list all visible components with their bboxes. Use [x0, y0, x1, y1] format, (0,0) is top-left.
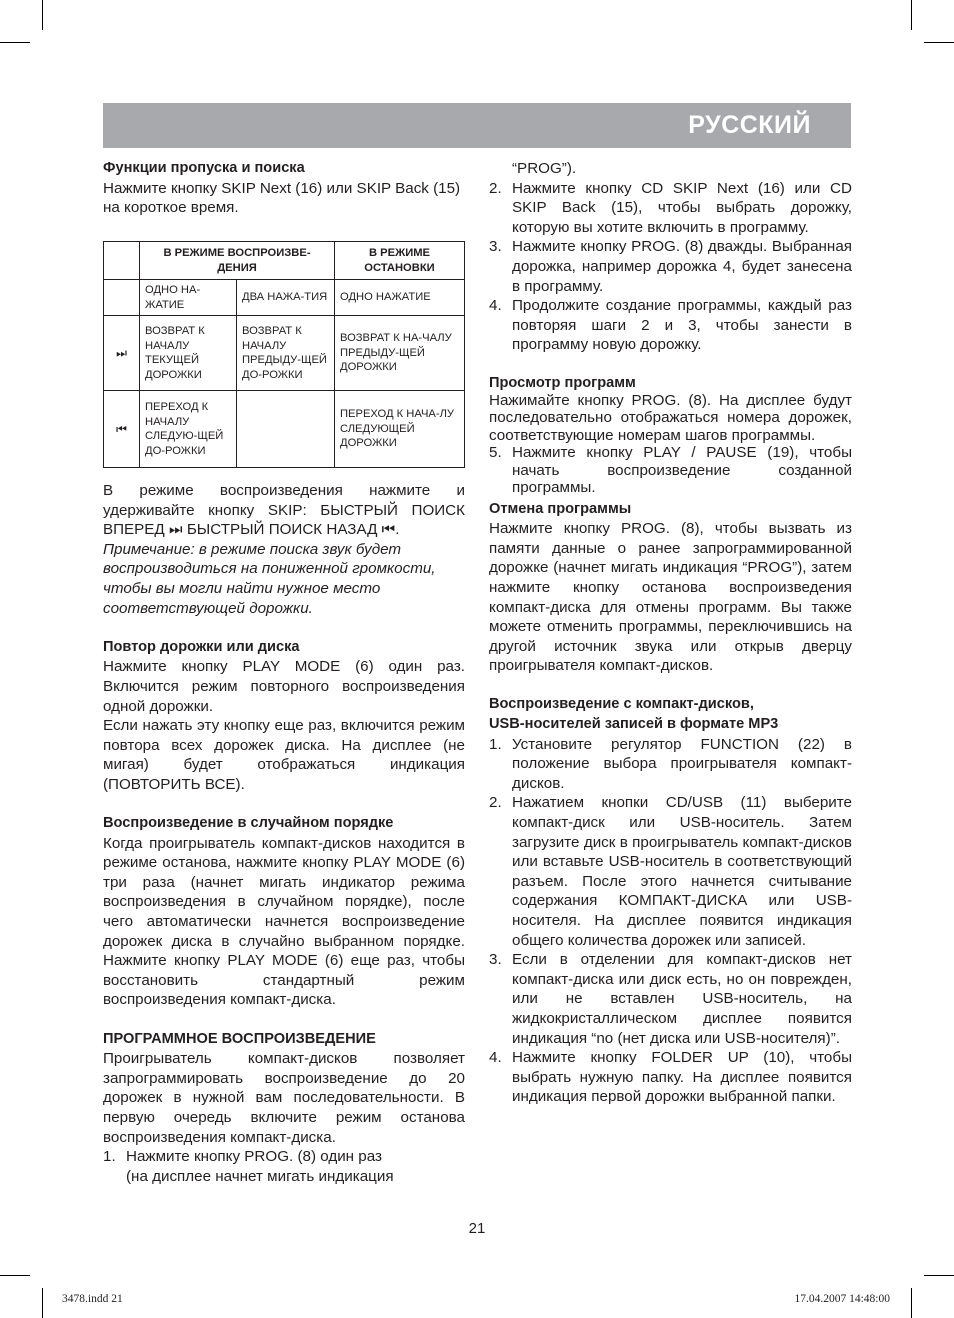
- list-text: Продолжите создание программы, каждый раз повторяя шаги 2 и 3, чтобы занести в программу новую дорожку.: [512, 297, 852, 354]
- table-cell: ВОЗВРАТ К НАЧАЛУ ТЕКУЩЕЙ ДОРОЖКИ: [140, 316, 237, 391]
- repeat-section-title: Повтор дорожки или диска: [103, 638, 300, 655]
- program-text: Проигрыватель компакт-дисков позволяет запрограммировать воспроизведение до 20 дорожек в нужной вам последовательности. В первую очередь включите режим останова воспроизведения компакт-диска.: [103, 1050, 465, 1146]
- table-head-stop: В РЕЖИМЕ ОСТАНОВКИ: [335, 242, 465, 280]
- skip-functions-table: [103, 241, 465, 468]
- crop-mark: [0, 1275, 30, 1276]
- list-item: [489, 735, 852, 794]
- crop-mark: [42, 1288, 43, 1318]
- table-cell: ПЕРЕХОД К НАЧА-ЛУ СЛЕДУЮЩЕЙ ДОРОЖКИ: [335, 391, 465, 468]
- list-number: 2.: [489, 179, 502, 197]
- review-text: Нажимайте кнопку PROG. (8). На дисплее будут последовательно отображаться номера дорожек, соответствующие номерам шагов программы.: [489, 391, 852, 444]
- list-text: Нажмите кнопку PROG. (8) дважды. Выбранная дорожка, например дорожка 4, будет занесена в программу.: [512, 238, 852, 295]
- crop-mark: [924, 42, 954, 43]
- crop-mark: [924, 1275, 954, 1276]
- cancel-text: Нажмите кнопку PROG. (8), чтобы вызвать из памяти данные о ранее запрограммированной дорожке (начнет мигать индикация “PROG”), затем нажмите кнопку останова воспроизведения компакт-диска для отмены программ. Вы также можете отменить программы, переключившись на другой источник звука или открыв дверцу проигрывателя компакт-дисков.: [489, 520, 852, 675]
- list-number: 5.: [489, 444, 502, 462]
- repeat-text-1: Нажмите кнопку PLAY MODE (6) один раз. Включится режим повторного воспроизведения одной дорожки.: [103, 658, 465, 715]
- list-item: [489, 444, 852, 497]
- list-item: [489, 1048, 852, 1107]
- mp3-section-title-1: Воспроизведение с компакт-дисков,: [489, 696, 754, 713]
- table-sub-once: ОДНО НА-ЖАТИЕ: [140, 280, 237, 316]
- date-slug: 17.04.2007 14:48:00: [794, 1293, 890, 1305]
- list-number: 4.: [489, 1049, 502, 1067]
- list-number: 1.: [489, 735, 502, 753]
- list-text: Установите регулятор FUNCTION (22) в положение выбора проигрывателя компакт-дисков.: [512, 735, 852, 792]
- skip-next-icon: ⏭: [104, 316, 140, 391]
- list-text: Если в отделении для компакт-дисков нет компакт-диска или диск есть, но он поврежден, или не вставлен USB-носитель, на жидкокристаллическом дисплее появится индикация “no (нет диска или USB-носителя)”.: [512, 951, 852, 1047]
- table-corner-cell: [104, 242, 140, 280]
- list-number: 1.: [103, 1148, 116, 1166]
- list-number: 4.: [489, 297, 502, 315]
- crop-mark: [911, 0, 912, 30]
- skip-back-icon: ⏮: [104, 391, 140, 468]
- list-item: [103, 1147, 465, 1167]
- table-sub-stop-once: ОДНО НАЖАТИЕ: [335, 280, 465, 316]
- list-text: Нажмите кнопку PLAY / PAUSE (19), чтобы начать воспроизведение созданной программы.: [512, 444, 852, 497]
- review-section-title: Просмотр программ: [489, 374, 636, 391]
- language-title: РУССКИЙ: [688, 111, 811, 139]
- page-number: 21: [468, 1220, 486, 1237]
- list-item: [489, 793, 852, 950]
- table-cell: ВОЗВРАТ К НА-ЧАЛУ ПРЕДЫДУ-ЩЕЙ ДОРОЖКИ: [335, 316, 465, 391]
- crop-mark: [42, 0, 43, 30]
- table-cell: ВОЗВРАТ К НАЧАЛУ ПРЕДЫДУ-ЩЕЙ ДО-РОЖКИ: [237, 316, 335, 391]
- search-text: В режиме воспроизведения нажмите и удерживайте кнопку SKIP: БЫСТРЫЙ ПОИСК ВПЕРЕД ⏭ БЫСТРЫЙ ПОИСК НАЗАД ⏮.: [103, 482, 465, 539]
- program-section-title: ПРОГРАММНОЕ ВОСПРОИЗВЕДЕНИЕ: [103, 1030, 376, 1047]
- list-text: Нажмите кнопку PROG. (8) один раз: [126, 1148, 382, 1166]
- mp3-section-title-2: USB-носителей записей в формате MP3: [489, 716, 779, 733]
- list-continuation: (на дисплее начнет мигать индикация: [126, 1167, 394, 1185]
- list-item: [489, 296, 852, 355]
- table-cell: [237, 391, 335, 468]
- file-slug: 3478.indd 21: [62, 1293, 123, 1305]
- cancel-section-title: Отмена программы: [489, 500, 632, 517]
- list-item: [489, 237, 852, 296]
- skip-text: Нажмите кнопку SKIP Next (16) или SKIP Back (15) на короткое время.: [103, 179, 461, 217]
- language-header-bar: [103, 103, 851, 148]
- list-number: 3.: [489, 238, 502, 256]
- random-text: Когда проигрыватель компакт-дисков находится в режиме останова, нажмите кнопку PLAY MODE (6) три раза (начнет мигать индикатор режима воспроизведения в случайном порядке), после чего автоматически начнется воспроизведение дорожек диска в случайно выбранном порядке. Нажмите кнопку PLAY MODE (6) еще раз, чтобы восстановить стандартный режим воспроизведения компакт-диска.: [103, 834, 465, 1009]
- list-item: [489, 950, 852, 1048]
- random-section-title: Воспроизведение в случайном порядке: [103, 815, 394, 832]
- crop-mark: [0, 42, 30, 43]
- table-cell: ПЕРЕХОД К НАЧАЛУ СЛЕДУЮ-ЩЕЙ ДО-РОЖКИ: [140, 391, 237, 468]
- left-column-bottom: [103, 481, 465, 1186]
- list-number: 3.: [489, 951, 502, 969]
- list-continuation: “PROG”).: [512, 160, 577, 177]
- crop-mark: [911, 1288, 912, 1318]
- list-item: [489, 179, 852, 238]
- list-number: 2.: [489, 794, 502, 812]
- table-sub-twice: ДВА НАЖА-ТИЯ: [237, 280, 335, 316]
- left-column-top: [103, 159, 465, 218]
- table-empty-cell: [104, 280, 140, 316]
- list-text: Нажмите кнопку FOLDER UP (10), чтобы выбрать нужную папку. На дисплее появится индикация первой дорожки выбранной папки.: [512, 1049, 852, 1106]
- repeat-text-2: Если нажать эту кнопку еще раз, включится режим повтора всех дорожек диска. На дисплее (не мигая) будет отображаться индикация (ПОВТОРИТЬ ВСЕ).: [103, 717, 465, 793]
- skip-section-title: Функции пропуска и поиска: [103, 160, 305, 176]
- right-column: [489, 159, 852, 1107]
- search-note: Примечание: в режиме поиска звук будет воспроизводиться на пониженной громкости, чтобы вы могли найти нужное место соответствующей дорожки.: [103, 540, 436, 617]
- table-head-play: В РЕЖИМЕ ВОСПРОИЗВЕ-ДЕНИЯ: [140, 242, 335, 280]
- list-text: Нажмите кнопку CD SKIP Next (16) или CD SKIP Back (15), чтобы выбрать дорожку, которую вы хотите включить в программу.: [512, 179, 852, 236]
- list-text: Нажатием кнопки CD/USB (11) выберите компакт-диск или USB-носитель. Затем загрузите диск в проигрыватель компакт-дисков или вставьте USB-носитель в соответствующий разъем. После этого начнется считывание содержания КОМПАКТ-ДИСКА или USB-носителя. На дисплее появится индикация общего количества дорожек или записей.: [512, 794, 852, 949]
